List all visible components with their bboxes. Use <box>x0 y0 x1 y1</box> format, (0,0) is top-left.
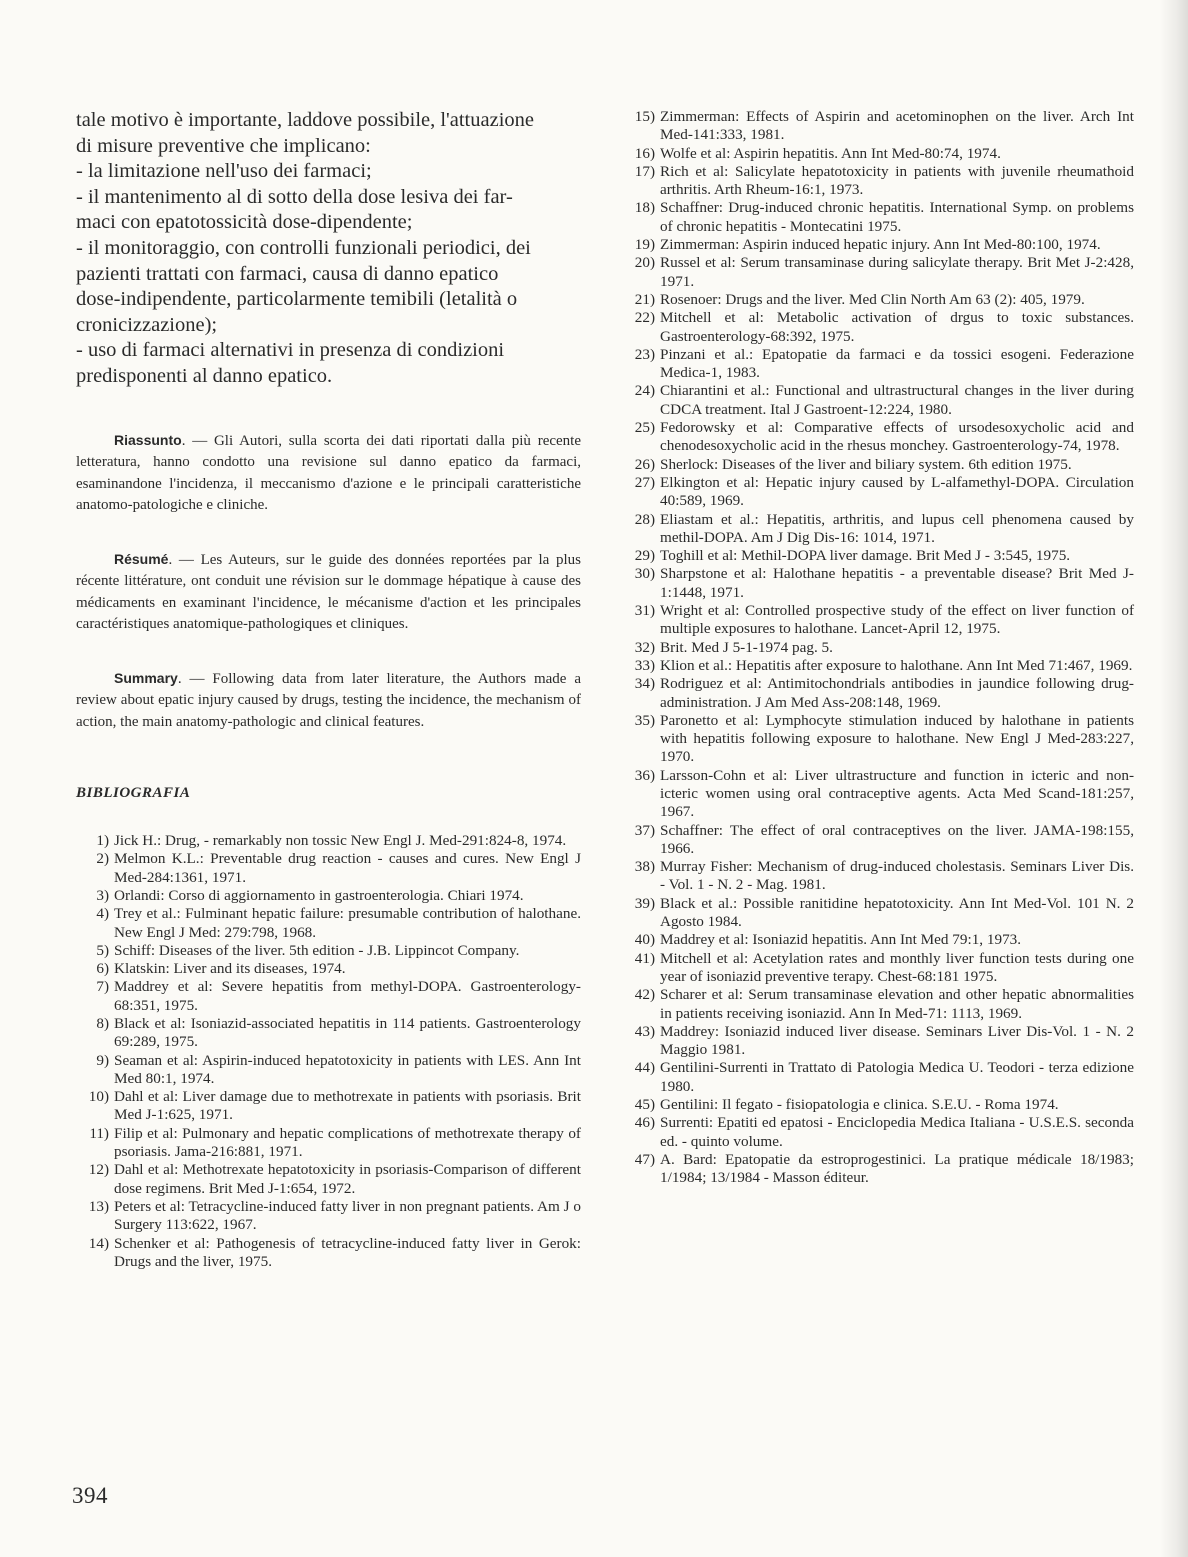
resume-label: Résumé <box>114 550 169 567</box>
reference-item <box>622 1096 1134 1114</box>
reference-text: Black et al.: Possible ranitidine hepatotoxicity. Ann Int Med-Vol. 101 N. 2 Agosto 1984. <box>660 894 1134 931</box>
reference-number: 40) <box>634 931 655 949</box>
reference-text: Klatskin: Liver and its diseases, 1974. <box>114 960 346 978</box>
reference-number: 14) <box>88 1234 109 1252</box>
reference-number: 7) <box>96 978 109 996</box>
reference-item <box>622 456 1134 474</box>
resume-paragraph <box>76 549 581 636</box>
reference-number: 28) <box>634 510 655 528</box>
intro-line: - il monitoraggio, con controlli funzionali periodici, dei <box>76 236 531 259</box>
reference-text: Mitchell et al: Acetylation rates and monthly liver function tests during one year of isoniazid preventive terapy. Chest-68:181 1975. <box>660 949 1134 985</box>
reference-number: 2) <box>96 850 109 868</box>
reference-number: 38) <box>634 858 655 876</box>
reference-item <box>76 1235 581 1272</box>
reference-number: 3) <box>96 886 109 904</box>
reference-item <box>622 1114 1134 1151</box>
reference-text: Sharpstone et al: Halothane hepatitis - a preventable disease? Brit Med J-1:1448, 1971. <box>660 565 1134 601</box>
reference-item <box>76 887 581 905</box>
reference-text: Jick H.: Drug, - remarkably non tossic New Engl J. Med-291:824-8, 1974. <box>114 832 567 850</box>
reference-number: 8) <box>96 1015 109 1032</box>
reference-text: Russel et al: Serum transaminase during salicylate therapy. Brit Met J-2:428, 1971. <box>660 254 1134 290</box>
reference-number: 5) <box>96 941 109 959</box>
page-edge-shadow <box>1160 0 1188 1557</box>
reference-item <box>622 236 1134 254</box>
bibliography-title: BIBLIOGRAFIA <box>76 785 191 802</box>
reference-number: 32) <box>634 638 655 656</box>
reference-text: Schaffner: The effect of oral contraceptives on the liver. JAMA-198:155, 1966. <box>660 821 1134 857</box>
intro-line: pazienti trattati con farmaci, causa di danno epatico <box>76 262 499 285</box>
reference-number: 45) <box>634 1096 655 1114</box>
reference-number: 24) <box>634 382 655 400</box>
reference-text: Elkington et al: Hepatic injury caused by L-alfamethyl-DOPA. Circulation 40:589, 1969. <box>660 473 1134 510</box>
reference-item <box>622 511 1134 548</box>
reference-text: A. Bard: Epatopatie da estroprogestinici. La pratique médicale 18/1983; 1/1984; 13/1984 - Masson éditeur. <box>660 1150 1134 1187</box>
reference-item <box>622 254 1134 291</box>
reference-text: Rodriguez et al: Antimitochondrials antibodies in jaundice following drug-administration. J Am Med Ass-208:148, 1969. <box>660 675 1134 711</box>
reference-item <box>622 291 1134 309</box>
reference-text: Larsson-Cohn et al: Liver ultrastructure and function in icteric and non-icteric women using oral contraceptive agents. Acta Med Scand-181:257, 1967. <box>660 766 1134 821</box>
reference-item <box>622 895 1134 932</box>
reference-text: Dahl et al: Liver damage due to methotrexate in patients with psoriasis. Brit Med J-1:625, 1971. <box>114 1088 581 1124</box>
reference-text: Melmon K.L.: Preventable drug reaction - causes and cures. New Engl J Med-284:1361, 1971. <box>114 850 581 886</box>
reference-number: 20) <box>634 254 655 272</box>
reference-number: 46) <box>634 1114 655 1132</box>
reference-item <box>622 712 1134 767</box>
reference-text: Pinzani et al.: Epatopatie da farmaci e da tossici esogeni. Federazione Medica-1, 1983. <box>660 345 1134 382</box>
reference-item <box>622 657 1134 675</box>
intro-line: predisponenti al danno epatico. <box>76 364 333 387</box>
intro-line: - il mantenimento al di sotto della dose lesiva dei far- <box>76 185 513 208</box>
reference-number: 43) <box>634 1022 655 1040</box>
intro-line: - uso di farmaci alternativi in presenza di condizioni <box>76 339 505 362</box>
reference-text: Trey et al.: Fulminant hepatic failure: presumable contribution of halothane. New Engl J Med: 279:798, 1968. <box>114 905 581 941</box>
reference-text: Fedorowsky et al: Comparative effects of ursodesoxycholic acid and chenodesoxycholic acid in the rhesus monchey. Gastroenterology-74, 1978. <box>660 419 1134 455</box>
reference-text: Maddrey: Isoniazid induced liver disease. Seminars Liver Dis-Vol. 1 - N. 2 Maggio 1981. <box>660 1022 1134 1059</box>
reference-item <box>622 950 1134 987</box>
reference-text: Paronetto et al: Lymphocyte stimulation induced by halothane in patients with hepatitis following exposure to halothane. New Engl J Med-283:227, 1970. <box>660 711 1134 766</box>
reference-text: Seaman et al: Aspirin-induced hepatotoxicity in patients with LES. Ann Int Med 80:1, 1974. <box>114 1051 581 1087</box>
reference-text: Maddrey et al: Isoniazid hepatitis. Ann Int Med 79:1, 1973. <box>660 931 1022 949</box>
reference-text: Scharer et al: Serum transaminase elevation and other hepatic abnormalities in patients receiving isoniazid. Ann In Med-71: 1113, 1969. <box>660 986 1134 1022</box>
reference-text: Rosenoer: Drugs and the liver. Med Clin North Am 63 (2): 405, 1979. <box>660 290 1085 308</box>
reference-number: 41) <box>634 949 655 967</box>
reference-text: Filip et al: Pulmonary and hepatic complications of methotrexate therapy of psoriasis. Jama-216:881, 1971. <box>114 1124 581 1161</box>
intro-paragraph <box>76 108 581 390</box>
intro-line: - la limitazione nell'uso dei farmaci; <box>76 160 372 183</box>
reference-number: 1) <box>96 832 109 850</box>
reference-number: 19) <box>634 236 655 254</box>
reference-number: 10) <box>88 1088 109 1106</box>
intro-line: maci con epatotossicità dose-dipendente; <box>76 211 413 234</box>
reference-item <box>622 419 1134 456</box>
riassunto-text: . — Gli Autori, sulla scorta dei dati riportati dalla più recente letteratura, hanno condotto una revisione sul danno epatico da farmaci, esaminandone l'incidenza, il meccanismo d'azione e le principali caratteristiche anatomo-patologiche e cliniche. <box>76 432 581 514</box>
reference-item <box>622 602 1134 639</box>
reference-text: Peters et al: Tetracycline-induced fatty liver in non pregnant patients. Am J o Surgery 113:622, 1967. <box>114 1197 581 1234</box>
reference-text: Brit. Med J 5-1-1974 pag. 5. <box>660 638 833 656</box>
reference-number: 21) <box>634 290 655 308</box>
reference-number: 17) <box>634 162 655 180</box>
reference-item <box>76 978 581 1015</box>
right-column <box>622 108 1134 1188</box>
intro-line: tale motivo è importante, laddove possibile, l'attuazione <box>76 109 534 131</box>
reference-item <box>622 309 1134 346</box>
reference-number: 30) <box>634 565 655 583</box>
reference-item <box>622 199 1134 236</box>
intro-line: di misure preventive che implicano: <box>76 134 371 157</box>
reference-item <box>622 1151 1134 1188</box>
reference-list-left <box>76 832 581 1271</box>
reference-number: 36) <box>634 766 655 784</box>
reference-item <box>622 822 1134 859</box>
resume-text: . — Les Auteurs, sur le guide des données reportées par la plus récente littérature, ont conduit une révision sur le dommage hépatique à cause des médicaments en examinant l'incidence, le mécanisme d'action et les principales caractéristiques anatomique-pathologiques et cliniques. <box>76 551 581 633</box>
reference-text: Maddrey et al: Severe hepatitis from methyl-DOPA. Gastroenterology-68:351, 1975. <box>114 978 581 1014</box>
reference-text: Mitchell et al: Metabolic activation of drgus to toxic substances. Gastroenterology-68:392, 1975. <box>660 309 1134 345</box>
reference-number: 22) <box>634 309 655 327</box>
reference-text: Schiff: Diseases of the liver. 5th edition - J.B. Lippincot Company. <box>114 941 520 959</box>
reference-text: Zimmerman: Aspirin induced hepatic injury. Ann Int Med-80:100, 1974. <box>660 236 1101 254</box>
reference-text: Black et al: Isoniazid-associated hepatitis in 114 patients. Gastroenterology 69:289, 1975. <box>114 1015 581 1051</box>
reference-item <box>622 346 1134 383</box>
reference-item <box>622 767 1134 822</box>
summary-label: Summary <box>114 669 178 686</box>
reference-item <box>622 565 1134 602</box>
reference-item <box>76 1052 581 1089</box>
reference-text: Wright et al: Controlled prospective study of the effect on liver function of multiple exposures to halothane. Lancet-April 12, 1975. <box>660 602 1134 638</box>
reference-number: 29) <box>634 547 655 565</box>
reference-text: Schaffner: Drug-induced chronic hepatitis. International Symp. on problems of chronic hepatitis - Montecatini 1975. <box>660 199 1134 235</box>
reference-item <box>622 108 1134 145</box>
reference-number: 6) <box>96 960 109 978</box>
reference-number: 12) <box>88 1161 109 1179</box>
reference-number: 26) <box>634 455 655 473</box>
reference-number: 11) <box>89 1124 109 1142</box>
reference-item <box>622 163 1134 200</box>
left-column <box>76 108 581 1271</box>
reference-text: Zimmerman: Effects of Aspirin and acetominophen on the liver. Arch Int Med-141:333, 1981. <box>660 108 1134 144</box>
reference-number: 35) <box>634 711 655 729</box>
reference-item <box>76 850 581 887</box>
reference-item <box>76 942 581 960</box>
reference-item <box>622 382 1134 419</box>
reference-item <box>76 1015 581 1052</box>
reference-text: Schenker et al: Pathogenesis of tetracycline-induced fatty liver in Gerok: Drugs and the liver, 1975. <box>114 1234 581 1270</box>
reference-item <box>76 1198 581 1235</box>
reference-number: 9) <box>96 1051 109 1069</box>
intro-line: dose-indipendente, particolarmente temibili (letalità o <box>76 288 518 311</box>
reference-text: Surrenti: Epatiti ed epatosi - Enciclopedia Medica Italiana - U.S.E.S. seconda ed. - quinto volume. <box>660 1114 1134 1150</box>
riassunto-paragraph <box>76 430 581 517</box>
reference-number: 44) <box>634 1059 655 1077</box>
reference-number: 33) <box>634 656 655 674</box>
reference-number: 18) <box>634 199 655 217</box>
reference-text: Wolfe et al: Aspirin hepatitis. Ann Int Med-80:74, 1974. <box>660 144 1001 162</box>
reference-number: 37) <box>634 821 655 839</box>
reference-number: 42) <box>634 986 655 1004</box>
reference-text: Gentilini-Surrenti in Trattato di Patologia Medica U. Teodori - terza edizione 1980. <box>660 1059 1134 1095</box>
reference-text: Orlandi: Corso di aggiornamento in gastroenterologia. Chiari 1974. <box>114 886 524 904</box>
reference-text: Murray Fisher: Mechanism of drug-induced cholestasis. Seminars Liver Dis. - Vol. 1 - N. 2 - Mag. 1981. <box>660 858 1134 894</box>
reference-number: 4) <box>96 905 109 923</box>
intro-line: cronicizzazione); <box>76 313 218 336</box>
reference-text: Klion et al.: Hepatitis after exposure to halothane. Ann Int Med 71:467, 1969. <box>660 656 1133 674</box>
riassunto-label: Riassunto <box>114 431 182 448</box>
reference-number: 15) <box>634 108 655 125</box>
reference-number: 13) <box>88 1197 109 1215</box>
reference-number: 34) <box>634 675 655 693</box>
reference-list-right <box>622 108 1134 1188</box>
reference-item <box>622 931 1134 949</box>
reference-item <box>76 960 581 978</box>
reference-item <box>76 1161 581 1198</box>
reference-item <box>622 858 1134 895</box>
reference-text: Sherlock: Diseases of the liver and biliary system. 6th edition 1975. <box>660 455 1072 473</box>
reference-item <box>76 832 581 850</box>
summary-text: . — Following data from later literature, the Authors made a review about epatic injury caused by drugs, testing the incidence, the mechanism of action, the main anatomy-pathologic and clinical features. <box>76 670 581 730</box>
reference-text: Dahl et al: Methotrexate hepatotoxicity in psoriasis-Comparison of different dose regimens. Brit Med J-1:654, 1972. <box>114 1161 581 1197</box>
reference-number: 25) <box>634 419 655 437</box>
reference-item <box>622 1059 1134 1096</box>
reference-item <box>76 1125 581 1162</box>
reference-item <box>622 474 1134 511</box>
reference-text: Chiarantini et al.: Functional and ultrastructural changes in the liver during CDCA treatment. Ital J Gastroent-12:224, 1980. <box>660 382 1134 418</box>
reference-text: Toghill et al: Methil-DOPA liver damage. Brit Med J - 3:545, 1975. <box>660 547 1071 565</box>
reference-item <box>622 986 1134 1023</box>
reference-text: Gentilini: Il fegato - fisiopatologia e clinica. S.E.U. - Roma 1974. <box>660 1096 1059 1114</box>
reference-item <box>622 639 1134 657</box>
reference-item <box>76 905 581 942</box>
reference-number: 39) <box>634 894 655 912</box>
page-number: 394 <box>72 1483 108 1508</box>
reference-number: 47) <box>634 1150 655 1168</box>
reference-item <box>622 675 1134 712</box>
reference-item <box>622 1023 1134 1060</box>
reference-item <box>622 145 1134 163</box>
reference-item <box>76 1088 581 1125</box>
reference-text: Rich et al: Salicylate hepatotoxicity in patients with juvenile rheumathoid arthritis. Arth Rheum-16:1, 1973. <box>660 162 1134 199</box>
reference-text: Eliastam et al.: Hepatitis, arthritis, and lupus cell phenomena caused by methil-DOPA. Am J Dig Dis-16: 1014, 1971. <box>660 510 1134 546</box>
reference-number: 27) <box>634 473 655 491</box>
reference-number: 23) <box>634 345 655 363</box>
summary-paragraph <box>76 668 581 734</box>
reference-number: 16) <box>634 144 655 162</box>
reference-item <box>622 547 1134 565</box>
reference-number: 31) <box>634 602 655 620</box>
